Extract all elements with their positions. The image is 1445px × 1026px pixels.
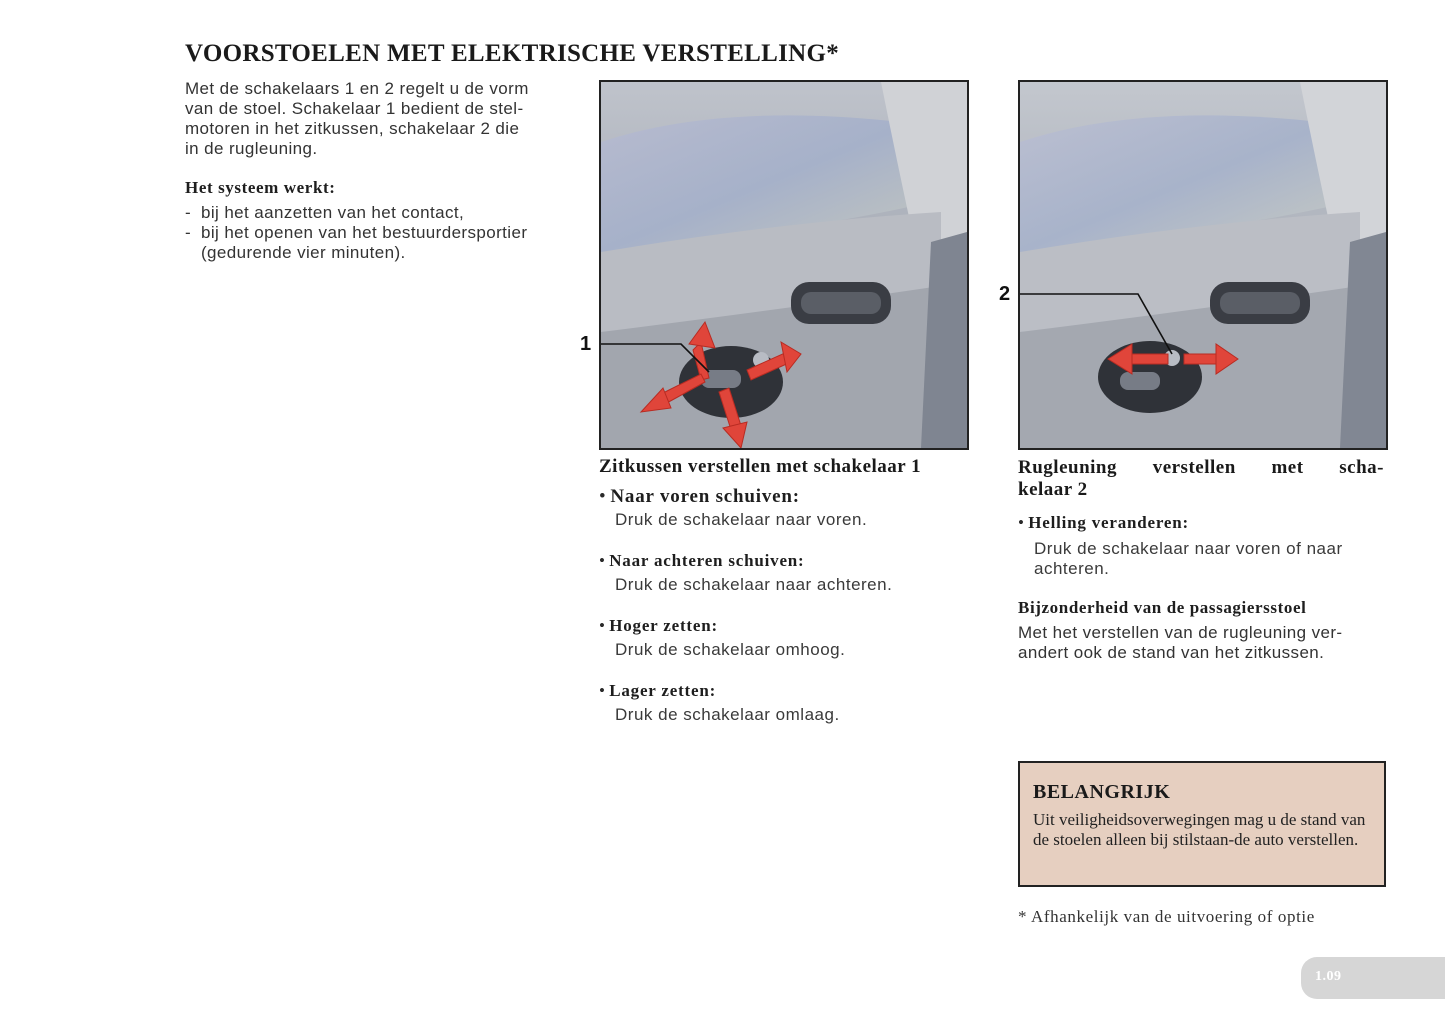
adjust-arrows-1 [601,82,967,448]
system-list [185,203,555,263]
bullet-line [599,616,969,636]
callout-2: 2 [999,283,1011,305]
bullet-line [599,681,969,701]
seat-heading: Zitkussen verstellen met schakelaar 1 [599,456,922,477]
system-item-text: bij het aanzetten van het contact, [201,203,465,222]
adjust-arrows-2 [1020,82,1386,448]
bullet: • [599,681,605,700]
footnote: * Afhankelijk van de uitvoering of optie [1018,907,1315,926]
warning-box [1018,761,1386,887]
seat-switch-photo-1 [599,80,969,450]
seat-switch-photo-2 [1018,80,1388,450]
seat-bullets [599,486,969,746]
callout-1: 1 [580,333,592,355]
backrest-desc: Druk de schakelaar naar voren of naar achteren. [1034,539,1343,578]
list-item [599,551,969,616]
dash: - [185,203,192,222]
intro-line: motoren in het zitkussen, schakelaar 2 die [185,119,520,138]
bullet-title: Lager zetten: [609,681,717,700]
list-item [599,616,969,681]
warning-title: BELANGRIJK [1033,781,1171,803]
warning-text: Uit veiligheidsoverwegingen mag u de stand van de stoelen alleen bij stilstaan-de auto verstellen. [1033,810,1366,849]
intro-line: Met de schakelaars 1 en 2 regelt u de vorm [185,79,529,98]
bullet-desc: Druk de schakelaar naar achteren. [615,575,893,594]
system-item-text: bij het openen van het bestuurdersportier (gedurende vier minuten). [201,223,528,262]
passenger-heading: Bijzonderheid van de passagiersstoel [1018,598,1307,617]
bullet-title: Helling veranderen: [1028,513,1189,532]
list-item [599,681,969,746]
bullet: • [599,486,606,507]
bullet: • [599,616,605,635]
list-item [599,486,969,551]
list-item [185,203,555,223]
backrest-heading-line1: Rugleuning verstellen met scha- [1018,457,1384,478]
system-heading: Het systeem werkt: [185,178,336,197]
intro-paragraph [185,79,555,159]
backrest-bullet [1018,513,1189,533]
intro-line: van de stoel. Schakelaar 1 bedient de stel- [185,99,524,118]
page-number: 1.09 [1315,969,1342,984]
dash: - [185,223,192,242]
page-number-tab [1301,957,1445,999]
bullet-desc: Druk de schakelaar omhoog. [615,640,846,659]
bullet: • [599,551,605,570]
passenger-text: Met het verstellen van de rugleuning ver-andert ook de stand van het zitkussen. [1018,623,1343,662]
bullet-title: Naar voren schuiven: [610,486,800,507]
backrest-heading-line2: kelaar 2 [1018,479,1088,500]
bullet: • [1018,513,1024,532]
intro-line: in de rugleuning. [185,139,318,158]
bullet-title: Naar achteren schuiven: [609,551,805,570]
bullet-title: Hoger zetten: [609,616,718,635]
list-item [185,223,555,263]
bullet-desc: Druk de schakelaar naar voren. [615,510,868,529]
bullet-line [599,486,969,508]
bullet-line [599,551,969,571]
bullet-desc: Druk de schakelaar omlaag. [615,705,840,724]
page-title: VOORSTOELEN MET ELEKTRISCHE VERSTELLING* [185,40,840,67]
